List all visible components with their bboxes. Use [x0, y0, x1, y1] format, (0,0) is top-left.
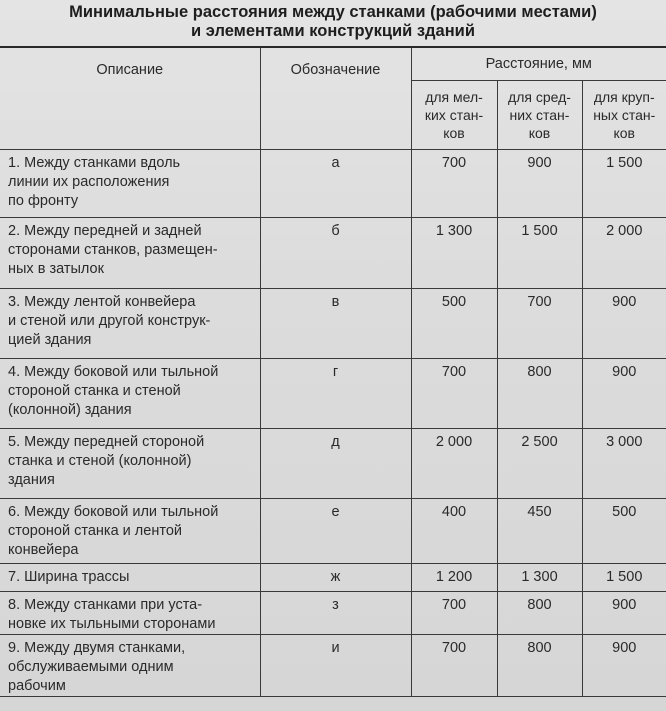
row-distance-medium: 1 300	[497, 564, 582, 592]
table-row	[0, 635, 666, 697]
row-designation: ж	[260, 564, 411, 592]
row-description-line: ных в затылок	[8, 261, 104, 277]
header-small-line: ких стан-	[424, 107, 484, 123]
row-distance-large: 1 500	[582, 150, 666, 218]
row-description-line: и стеной или другой конструк-	[8, 313, 211, 329]
row-distance-small: 700	[411, 592, 497, 635]
title-line-2: и элементами конструкций зданий	[191, 22, 475, 40]
row-description-line: рабочим	[8, 678, 66, 694]
row-description-line: 7. Ширина трассы	[8, 569, 130, 585]
table-row	[0, 592, 666, 635]
row-description-line: 1. Между станками вдоль	[8, 155, 181, 171]
row-description-line: 5. Между передней стороной	[8, 434, 205, 450]
row-description	[0, 429, 260, 499]
table-row	[0, 499, 666, 564]
row-description-line: сторонами станков, размещен-	[8, 242, 218, 258]
row-distance-small: 400	[411, 499, 497, 564]
header-medium-line: ков	[528, 125, 551, 141]
row-description	[0, 592, 260, 635]
row-distance-medium: 450	[497, 499, 582, 564]
table-row	[0, 289, 666, 359]
row-distance-small: 1 200	[411, 564, 497, 592]
row-designation: г	[260, 359, 411, 429]
row-description	[0, 499, 260, 564]
table-row	[0, 564, 666, 592]
row-distance-small: 700	[411, 150, 497, 218]
row-distance-small: 700	[411, 359, 497, 429]
row-description-line: 9. Между двумя станками,	[8, 640, 186, 656]
row-description-line: стороной станка и стеной	[8, 383, 181, 399]
row-description	[0, 635, 260, 697]
distances-table	[0, 46, 666, 697]
header-large-line: ных стан-	[593, 107, 656, 123]
header-medium-line: для сред-	[508, 89, 571, 105]
row-description-line: конвейера	[8, 542, 79, 558]
header-designation: Обозначение	[260, 47, 411, 150]
row-distance-small: 1 300	[411, 218, 497, 289]
row-distance-medium: 800	[497, 592, 582, 635]
row-designation: з	[260, 592, 411, 635]
header-row-main	[0, 47, 666, 81]
row-distance-medium: 700	[497, 289, 582, 359]
row-description	[0, 289, 260, 359]
header-large-line: для круп-	[593, 89, 655, 105]
row-description-line: стороной станка и лентой	[8, 523, 182, 539]
row-description-line: (колонной) здания	[8, 402, 132, 418]
row-designation: е	[260, 499, 411, 564]
row-distance-medium: 800	[497, 635, 582, 697]
row-distance-large: 500	[582, 499, 666, 564]
table-title	[0, 0, 666, 44]
header-small	[411, 81, 497, 150]
row-distance-large: 900	[582, 592, 666, 635]
table-row	[0, 359, 666, 429]
header-small-line: для мел-	[425, 89, 483, 105]
row-distance-large: 900	[582, 635, 666, 697]
row-designation: б	[260, 218, 411, 289]
header-description: Описание	[0, 47, 260, 150]
row-description-line: цией здания	[8, 332, 92, 348]
row-description-line: здания	[8, 472, 55, 488]
row-description	[0, 359, 260, 429]
row-distance-medium: 1 500	[497, 218, 582, 289]
title-line-1: Минимальные расстояния между станками (рабочими местами)	[69, 3, 597, 21]
row-designation: д	[260, 429, 411, 499]
row-description	[0, 150, 260, 218]
row-description-line: 2. Между передней и задней	[8, 223, 202, 239]
table-row	[0, 429, 666, 499]
row-description-line: 6. Между боковой или тыльной	[8, 504, 219, 520]
row-distance-large: 3 000	[582, 429, 666, 499]
row-distance-large: 2 000	[582, 218, 666, 289]
row-description-line: станка и стеной (колонной)	[8, 453, 192, 469]
row-designation: а	[260, 150, 411, 218]
row-description-line: 4. Между боковой или тыльной	[8, 364, 219, 380]
row-description-line: линии их расположения	[8, 174, 170, 190]
header-small-line: ков	[443, 125, 465, 141]
row-description-line: 8. Между станками при уста-	[8, 597, 203, 613]
row-distance-large: 900	[582, 289, 666, 359]
row-distance-small: 700	[411, 635, 497, 697]
row-distance-medium: 800	[497, 359, 582, 429]
row-distance-large: 900	[582, 359, 666, 429]
table-row	[0, 150, 666, 218]
row-description	[0, 564, 260, 592]
row-designation: в	[260, 289, 411, 359]
row-distance-medium: 900	[497, 150, 582, 218]
table-row	[0, 218, 666, 289]
table-body	[0, 150, 666, 697]
row-description-line: 3. Между лентой конвейера	[8, 294, 196, 310]
row-distance-small: 500	[411, 289, 497, 359]
row-designation: и	[260, 635, 411, 697]
row-description-line: по фронту	[8, 193, 79, 209]
header-large	[582, 81, 666, 150]
header-medium-line: них стан-	[509, 107, 570, 123]
row-distance-small: 2 000	[411, 429, 497, 499]
row-distance-large: 1 500	[582, 564, 666, 592]
row-description-line: обслуживаемыми одним	[8, 659, 174, 675]
header-medium	[497, 81, 582, 150]
header-large-line: ков	[613, 125, 635, 141]
row-description-line: новке их тыльными сторонами	[8, 616, 216, 632]
header-distance: Расстояние, мм	[411, 47, 666, 81]
row-description	[0, 218, 260, 289]
row-distance-medium: 2 500	[497, 429, 582, 499]
